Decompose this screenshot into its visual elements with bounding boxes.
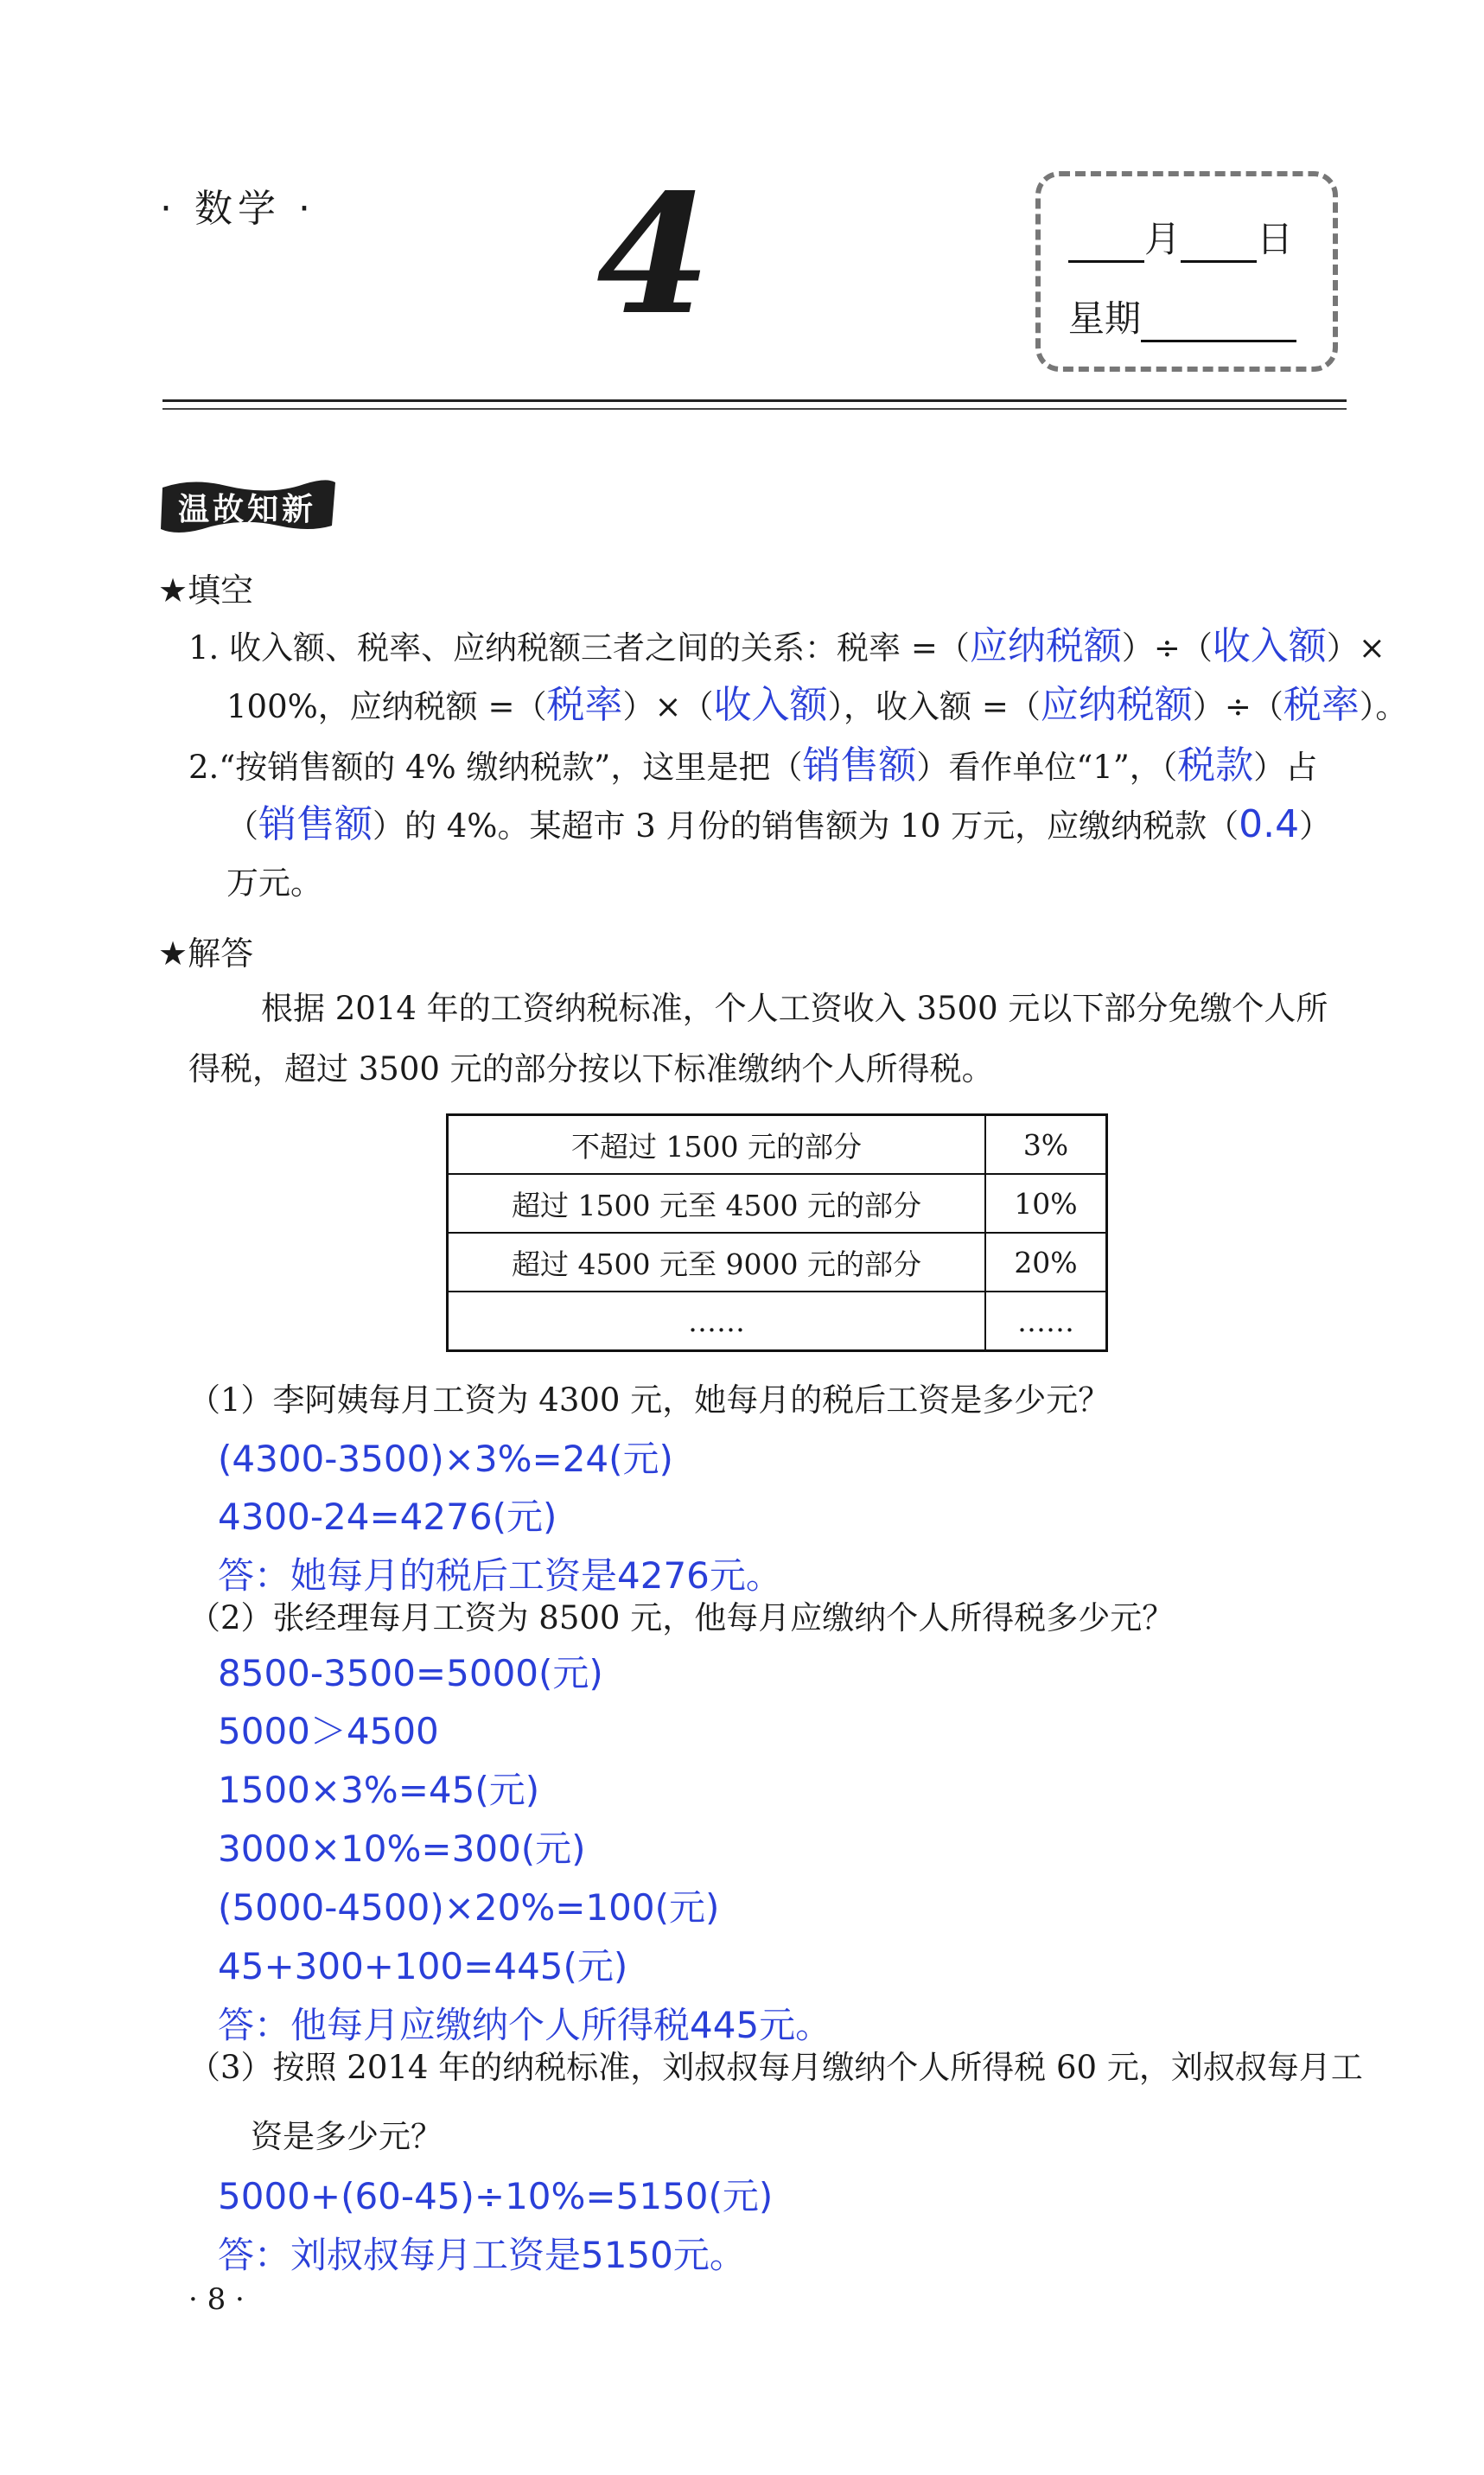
answer-text: 税率 — [1283, 683, 1360, 727]
rate-cell: 3% — [985, 1115, 1107, 1175]
question-2: （2）张经理每月工资为 8500 元，他每月应缴纳个人所得税多少元？ — [188, 1599, 1175, 1636]
q2-work-line: (5000-4500)×20%=100(元) — [218, 1886, 720, 1929]
header-rule-thin — [162, 408, 1347, 410]
answer-text: 销售额 — [258, 802, 373, 846]
rate-cell: 20% — [985, 1233, 1107, 1292]
intro-line1: 根据 2014 年的工资纳税标准，个人工资收入 3500 元以下部分免缴个人所 — [261, 990, 1328, 1027]
month-label: 月 — [1144, 218, 1181, 260]
answer-text: 应纳税额 — [969, 624, 1122, 668]
question-3-line1: （3）按照 2014 年的纳税标准，刘叔叔每月缴纳个人所得税 60 元，刘叔叔每月工 — [188, 2049, 1363, 2086]
q2-answer: 答：他每月应缴纳个人所得税445元。 — [218, 2004, 832, 2046]
answer-text: 收入额 — [1212, 624, 1327, 668]
header-rule — [162, 399, 1347, 402]
q2-work-line: 3000×10%=300(元) — [218, 1828, 586, 1870]
page-number: · 8 · — [188, 2282, 245, 2317]
tax-rate-table — [446, 1113, 1108, 1352]
question-3-line2: 资是多少元？ — [251, 2118, 443, 2155]
answer-text: 0.4 — [1239, 802, 1300, 846]
q2-work-line: 1500×3%=45(元) — [218, 1769, 540, 1811]
table-row — [448, 1174, 1107, 1233]
answer-text: 税率 — [546, 683, 623, 727]
q1-line1: 1. 收入额、税率、应纳税额三者之间的关系：税率 =（应纳税额）÷（收入额）× — [188, 624, 1385, 668]
q1-work-line: 4300-24=4276(元) — [218, 1496, 557, 1538]
day-label: 日 — [1257, 218, 1294, 260]
intro-line2: 得税，超过 3500 元的部分按以下标准缴纳个人所得税。 — [188, 1050, 994, 1088]
q3-answer: 答：刘叔叔每月工资是5150元。 — [218, 2234, 746, 2276]
q2-line3: 万元。 — [226, 864, 322, 902]
q2-work-line: 45+300+100=445(元) — [218, 1945, 628, 1987]
q2-work-line: 8500-3500=5000(元) — [218, 1652, 603, 1694]
rate-cell: …… — [985, 1292, 1107, 1351]
question-1: （1）李阿姨每月工资为 4300 元，她每月的税后工资是多少元？ — [188, 1381, 1111, 1419]
answer-text: 收入额 — [713, 683, 828, 727]
weekday-label: 星期 — [1068, 297, 1142, 340]
date-box — [1035, 171, 1338, 372]
date-row — [1068, 211, 1293, 263]
q1-work-line: (4300-3500)×3%=24(元) — [218, 1438, 673, 1480]
q3-work-line: 5000+(60-45)÷10%=5150(元) — [218, 2175, 774, 2217]
section-banner: 温故知新 — [177, 492, 316, 527]
q2-line1: 2.“按销售额的 4% 缴纳税款”，这里是把（销售额）看作单位“1”，（税款）占 — [188, 743, 1318, 788]
table-row — [448, 1115, 1107, 1175]
bracket-cell: 超过 1500 元至 4500 元的部分 — [448, 1174, 986, 1233]
subject-title: · 数学 · — [160, 187, 315, 231]
fill-section-title: ★填空 — [158, 571, 254, 609]
q2-line2: （销售额）的 4%。某超市 3 月份的销售额为 10 万元，应缴纳税款（0.4） — [226, 802, 1332, 846]
table-row — [448, 1233, 1107, 1292]
day-number: 4 — [596, 158, 711, 351]
answer-text: 应纳税额 — [1040, 683, 1193, 727]
q1-line2: 100%，应纳税额 =（税率）×（收入额），收入额 =（应纳税额）÷（税率）。 — [226, 683, 1408, 727]
weekday-row — [1068, 290, 1296, 342]
bracket-cell: …… — [448, 1292, 986, 1351]
bracket-cell: 不超过 1500 元的部分 — [448, 1115, 986, 1175]
rate-cell: 10% — [985, 1174, 1107, 1233]
bracket-cell: 超过 4500 元至 9000 元的部分 — [448, 1233, 986, 1292]
solve-section-title: ★解答 — [158, 935, 254, 973]
answer-text: 税款 — [1177, 743, 1254, 788]
answer-text: 销售额 — [802, 743, 917, 788]
table-row — [448, 1292, 1107, 1351]
q2-work-line: 5000＞4500 — [218, 1710, 439, 1752]
q1-answer: 答：她每月的税后工资是4276元。 — [218, 1554, 782, 1597]
